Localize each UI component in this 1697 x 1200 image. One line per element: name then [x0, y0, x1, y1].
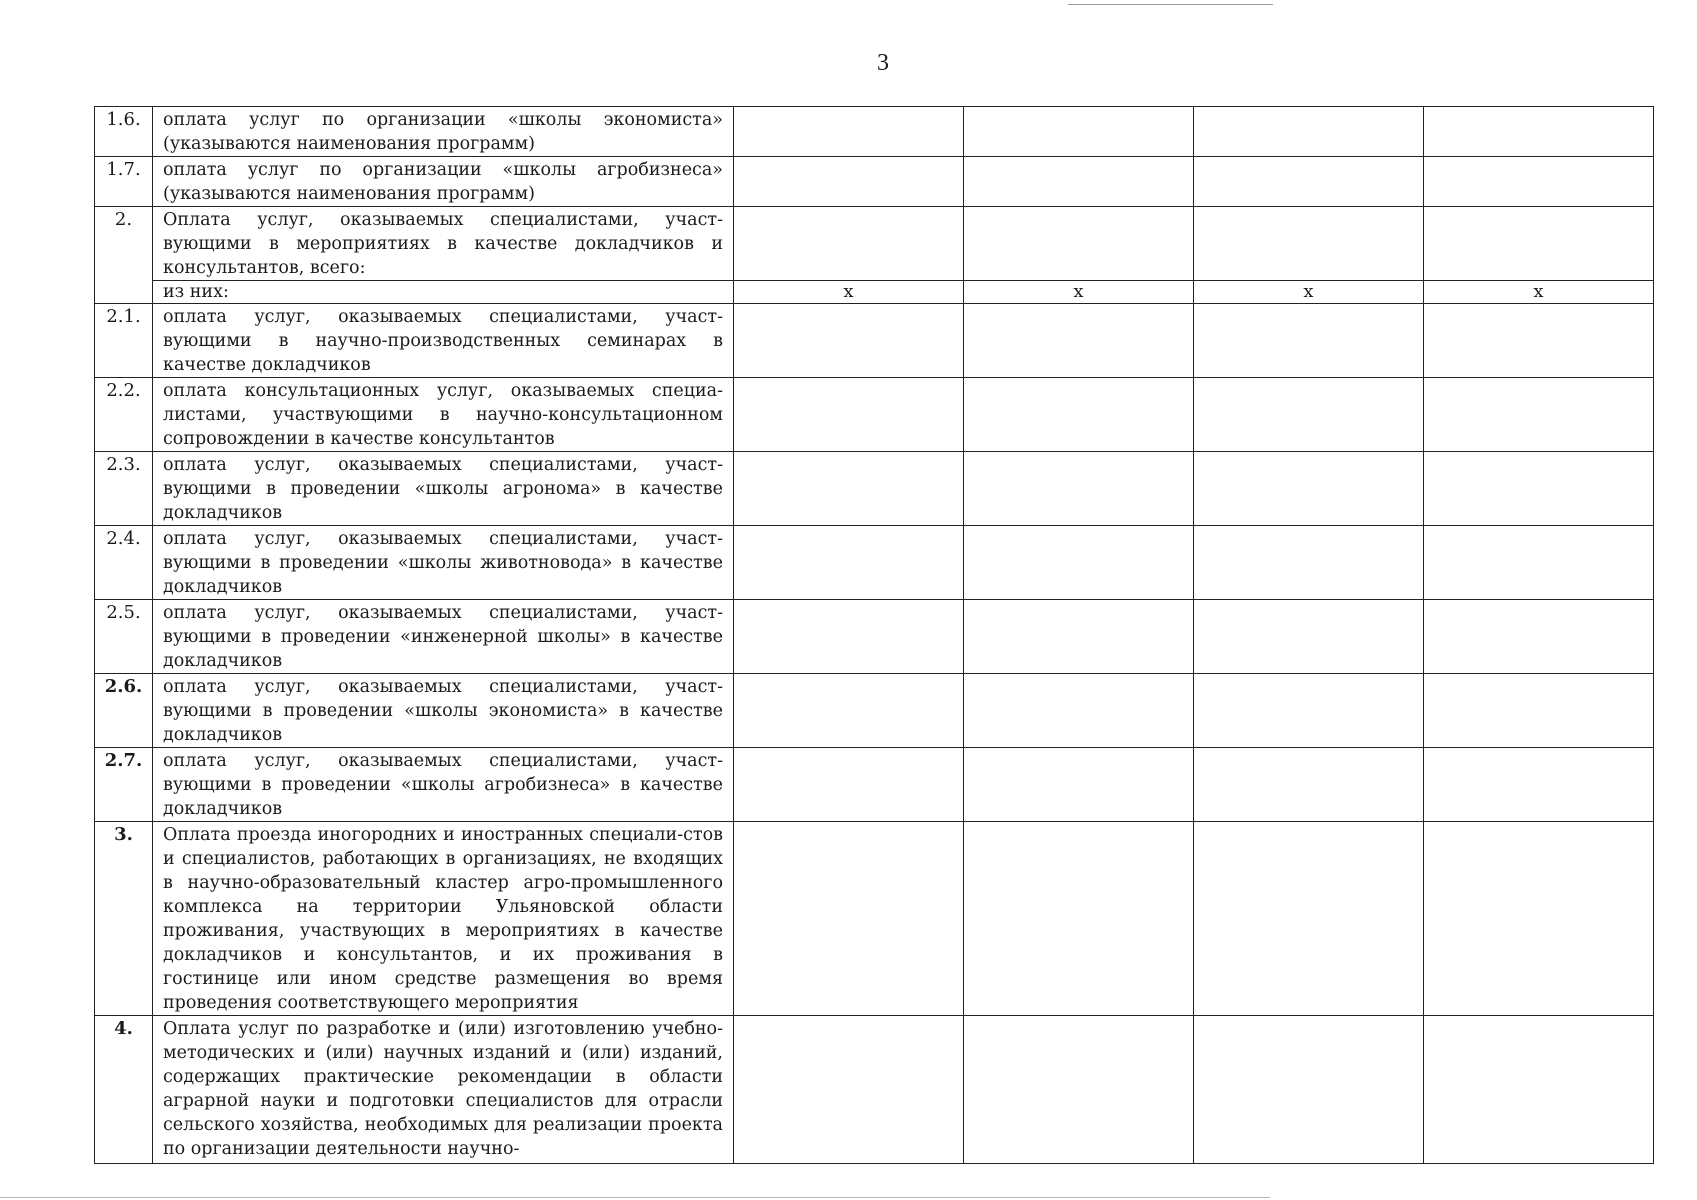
row-description: оплата услуг по организации «школы экономиста» (указываются наименования программ) [153, 107, 734, 157]
row-number: 2.1. [95, 304, 153, 378]
value-cell [734, 157, 964, 207]
table-row [95, 674, 1654, 748]
scan-artifact-line [1068, 4, 1273, 5]
value-cell [1194, 157, 1424, 207]
value-cell [1194, 207, 1424, 281]
value-cell [964, 304, 1194, 378]
value-cell [1424, 207, 1654, 281]
value-cell [1194, 1016, 1424, 1164]
not-applicable-mark: х [734, 281, 964, 304]
value-cell [964, 378, 1194, 452]
value-cell [1424, 378, 1654, 452]
row-number: 1.6. [95, 107, 153, 157]
value-cell [1424, 452, 1654, 526]
row-description: оплата услуг, оказываемых специалистами, участ-вующими в научно-производственных семинарах в качестве докладчиков [153, 304, 734, 378]
table-row [95, 452, 1654, 526]
value-cell [1424, 822, 1654, 1016]
value-cell [734, 748, 964, 822]
value-cell [1424, 107, 1654, 157]
value-cell [964, 207, 1194, 281]
value-cell [964, 526, 1194, 600]
row-description: оплата услуг по организации «школы агробизнеса» (указываются наименования программ) [153, 157, 734, 207]
row-description: Оплата услуг по разработке и (или) изготовлению учебно-методических и (или) научных изданий и (или) изданий, содержащих практические рекомендации в области аграрной науки и подготовки специалистов для отрасли сельского хозяйства, необходимых для реализации проекта по организации деятельности научно- [153, 1016, 734, 1164]
row-description: оплата консультационных услуг, оказываемых специа-листами, участвующими в научно-консультационном сопровождении в качестве консультантов [153, 378, 734, 452]
value-cell [734, 600, 964, 674]
not-applicable-mark: х [1194, 281, 1424, 304]
value-cell [1424, 1016, 1654, 1164]
value-cell [964, 1016, 1194, 1164]
value-cell [734, 378, 964, 452]
row-number: 2.5. [95, 600, 153, 674]
table-row [95, 207, 1654, 281]
value-cell [1194, 748, 1424, 822]
row-description: оплата услуг, оказываемых специалистами, участ-вующими в проведении «школы экономиста» в качестве докладчиков [153, 674, 734, 748]
row-number: 1.7. [95, 157, 153, 207]
row-number: 2.7. [95, 748, 153, 822]
table-row [95, 600, 1654, 674]
row-number: 2.3. [95, 452, 153, 526]
value-cell [734, 207, 964, 281]
row-description: Оплата услуг, оказываемых специалистами, участ-вующими в мероприятиях в качестве докладчиков и консультантов, всего: [153, 207, 734, 281]
value-cell [964, 157, 1194, 207]
value-cell [734, 526, 964, 600]
scan-artifact-line [0, 1197, 1270, 1198]
value-cell [964, 822, 1194, 1016]
value-cell [964, 600, 1194, 674]
value-cell [734, 822, 964, 1016]
row-number: 2.6. [95, 674, 153, 748]
value-cell [1424, 600, 1654, 674]
table-row [95, 822, 1654, 1016]
row-description: оплата услуг, оказываемых специалистами, участ-вующими в проведении «инженерной школы» в качестве докладчиков [153, 600, 734, 674]
row-description: оплата услуг, оказываемых специалистами, участ-вующими в проведении «школы агробизнеса» в качестве докладчиков [153, 748, 734, 822]
row-description: Оплата проезда иногородних и иностранных специали-стов и специалистов, работающих в организациях, не входящих в научно-образовательный кластер агро-промышленного комплекса на территории Ульяновской области проживания, участвующих в мероприятиях в качестве докладчиков и консультантов, и их проживания в гостинице или ином средстве размещения во время проведения соответствующего мероприятия [153, 822, 734, 1016]
value-cell [964, 107, 1194, 157]
table-row [95, 748, 1654, 822]
value-cell [1424, 157, 1654, 207]
table-subrow [95, 281, 1654, 304]
value-cell [1194, 304, 1424, 378]
table-row [95, 157, 1654, 207]
page-number: 3 [877, 50, 889, 76]
budget-table [94, 106, 1654, 1164]
value-cell [1194, 378, 1424, 452]
row-number: 2. [95, 207, 153, 304]
row-number: 3. [95, 822, 153, 1016]
table-row [95, 304, 1654, 378]
table-row [95, 107, 1654, 157]
row-number: 2.2. [95, 378, 153, 452]
value-cell [734, 1016, 964, 1164]
value-cell [1424, 304, 1654, 378]
value-cell [1194, 452, 1424, 526]
value-cell [1194, 822, 1424, 1016]
value-cell [1194, 600, 1424, 674]
table-row [95, 378, 1654, 452]
value-cell [1194, 107, 1424, 157]
row-number: 4. [95, 1016, 153, 1164]
value-cell [1424, 526, 1654, 600]
value-cell [734, 674, 964, 748]
value-cell [964, 748, 1194, 822]
table-row [95, 1016, 1654, 1164]
value-cell [1194, 526, 1424, 600]
value-cell [734, 304, 964, 378]
value-cell [1194, 674, 1424, 748]
not-applicable-mark: х [1424, 281, 1654, 304]
value-cell [734, 107, 964, 157]
subrow-label: из них: [153, 281, 734, 304]
value-cell [1424, 748, 1654, 822]
not-applicable-mark: х [964, 281, 1194, 304]
row-description: оплата услуг, оказываемых специалистами, участ-вующими в проведении «школы животновода» в качестве докладчиков [153, 526, 734, 600]
value-cell [964, 674, 1194, 748]
value-cell [1424, 674, 1654, 748]
value-cell [734, 452, 964, 526]
row-description: оплата услуг, оказываемых специалистами, участ-вующими в проведении «школы агронома» в качестве докладчиков [153, 452, 734, 526]
table-row [95, 526, 1654, 600]
row-number: 2.4. [95, 526, 153, 600]
value-cell [964, 452, 1194, 526]
